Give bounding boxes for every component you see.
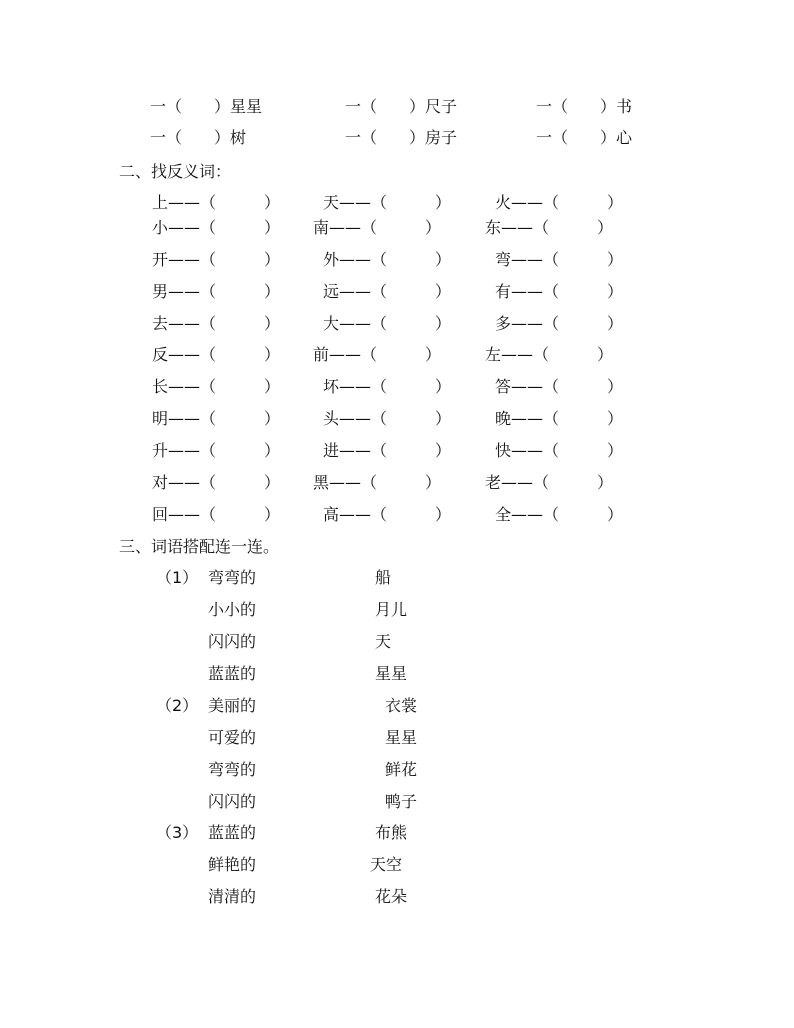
antonym-item: 上——（ ） (152, 193, 281, 212)
antonym-item: 有——（ ） (495, 282, 624, 301)
antonym-item: 对——（ ） (152, 473, 281, 492)
matching-left-item: 小小的 (208, 600, 257, 619)
antonym-item: 男——（ ） (152, 282, 281, 301)
antonym-item: 大——（ ） (323, 314, 452, 333)
antonym-item: 全——（ ） (495, 505, 624, 524)
matching-left-item: 蓝蓝的 (208, 664, 257, 683)
antonym-item: 答——（ ） (495, 377, 624, 396)
antonym-item: 南——（ ） (313, 218, 442, 237)
measure-word-item: 一（ ）星星 (150, 97, 263, 116)
antonym-item: 坏——（ ） (323, 377, 452, 396)
matching-group-label: （3） (156, 823, 199, 842)
antonym-item: 开——（ ） (152, 250, 281, 269)
measure-word-item: 一（ ）树 (150, 128, 247, 147)
measure-word-item: 一（ ）房子 (345, 128, 458, 147)
matching-right-item: 布熊 (375, 823, 408, 842)
antonym-item: 明——（ ） (152, 409, 281, 428)
matching-left-item: 弯弯的 (208, 568, 257, 587)
matching-right-item: 船 (375, 568, 392, 587)
antonym-item: 火——（ ） (495, 193, 624, 212)
antonym-item: 高——（ ） (323, 505, 452, 524)
antonyms-heading: 二、找反义词： (119, 162, 232, 181)
antonym-item: 头——（ ） (323, 409, 452, 428)
antonym-item: 左——（ ） (485, 345, 614, 364)
matching-left-item: 蓝蓝的 (208, 823, 257, 842)
matching-left-item: 闪闪的 (208, 632, 257, 651)
matching-left-item: 鲜艳的 (208, 855, 257, 874)
matching-left-item: 闪闪的 (208, 792, 257, 811)
antonym-item: 晚——（ ） (495, 409, 624, 428)
antonym-item: 远——（ ） (323, 282, 452, 301)
antonym-item: 升——（ ） (152, 441, 281, 460)
antonym-item: 去——（ ） (152, 314, 281, 333)
antonym-item: 天——（ ） (323, 193, 452, 212)
matching-right-item: 花朵 (375, 887, 408, 906)
matching-group-label: （1） (156, 568, 199, 587)
matching-right-item: 天 (375, 632, 392, 651)
matching-right-item: 月儿 (375, 600, 408, 619)
antonym-item: 弯——（ ） (495, 250, 624, 269)
matching-left-item: 清清的 (208, 887, 257, 906)
matching-right-item: 鸭子 (385, 792, 418, 811)
antonym-item: 前——（ ） (313, 345, 442, 364)
antonym-item: 多——（ ） (495, 314, 624, 333)
matching-right-item: 星星 (375, 664, 408, 683)
measure-word-item: 一（ ）尺子 (345, 97, 458, 116)
antonym-item: 老——（ ） (485, 473, 614, 492)
matching-right-item: 衣裳 (385, 696, 418, 715)
measure-word-item: 一（ ）心 (536, 128, 633, 147)
antonym-item: 回——（ ） (152, 505, 281, 524)
matching-right-item: 星星 (385, 728, 418, 747)
antonym-item: 进——（ ） (323, 441, 452, 460)
matching-group-label: （2） (156, 696, 199, 715)
antonym-item: 快——（ ） (495, 441, 624, 460)
antonym-item: 外——（ ） (323, 250, 452, 269)
measure-word-item: 一（ ）书 (536, 97, 633, 116)
antonym-item: 反——（ ） (152, 345, 281, 364)
matching-right-item: 鲜花 (385, 760, 418, 779)
antonym-item: 长——（ ） (152, 377, 281, 396)
matching-right-item: 天空 (370, 855, 403, 874)
antonym-item: 小——（ ） (152, 218, 281, 237)
matching-left-item: 弯弯的 (208, 760, 257, 779)
antonym-item: 黑——（ ） (313, 473, 442, 492)
matching-left-item: 美丽的 (208, 696, 257, 715)
matching-left-item: 可爱的 (208, 728, 257, 747)
matching-heading: 三、词语搭配连一连。 (119, 537, 280, 556)
antonym-item: 东——（ ） (485, 218, 614, 237)
